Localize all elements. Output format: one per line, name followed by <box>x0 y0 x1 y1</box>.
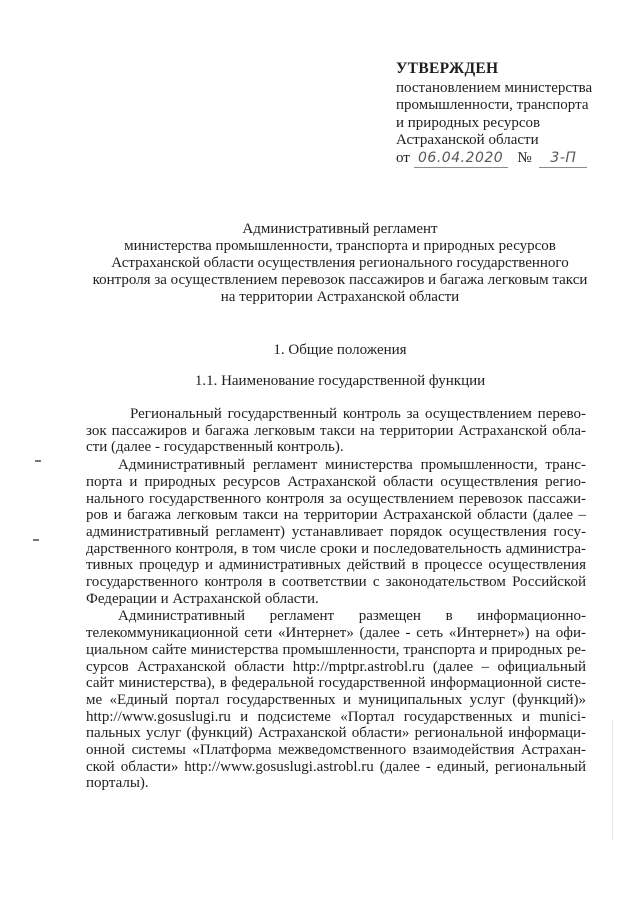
paragraph-line: сти (далее - государственный контроль). <box>86 439 344 456</box>
paragraph-line: телекоммуникационной сети «Интернет» (далее - сеть «Интернет») на офи- <box>86 625 586 642</box>
paragraph-line: Административный регламент министерства промышленности, транс- <box>118 457 586 474</box>
paragraph-line: Региональный государственный контроль за осуществлением перево- <box>130 406 586 422</box>
paragraph-line: Административный регламент размещен в информационно- <box>118 608 586 625</box>
title-line: Астраханской области осуществления регионального государственного <box>111 255 569 271</box>
approval-block <box>396 60 616 168</box>
paragraph-line: Федерации и Астраханской области. <box>86 590 319 607</box>
approval-line: постановлением министерства <box>396 79 593 96</box>
scan-edge-shadow <box>612 720 613 840</box>
paragraph-line: административный регламент) устанавливает порядок осуществления госу- <box>86 523 586 540</box>
paragraph-line: сайт министерства), в федеральной государственной информационной систе- <box>86 675 586 692</box>
paragraph-line: ской области» http://www.gosuslugi.astrobl.ru (далее - единый, региональный <box>86 758 586 775</box>
paragraph-line: порталы). <box>86 775 149 792</box>
approval-line: и природных ресурсов <box>396 114 541 131</box>
paragraph-line: зок пассажиров и багажа легковым такси на территории Астраханской обла- <box>86 422 586 439</box>
document-title <box>60 221 620 306</box>
handwritten-date: 06.04.2020 <box>414 150 508 169</box>
paragraph-line: циальном сайте министерства промышленности, транспорта и природных ре- <box>86 641 586 658</box>
title-line: на территории Астраханской области <box>220 289 460 305</box>
title-line: контроля за осуществлением перевозок пассажиров и багажа легковым такси <box>92 272 588 288</box>
paragraph-line: дарственного контроля, в том числе сроки и последовательность администра- <box>86 540 586 557</box>
paragraph-line: ров и багажа легковым такси на территории Астраханской области (далее – <box>86 507 586 524</box>
number-prefix: № <box>517 149 532 166</box>
approval-line: промышленности, транспорта <box>396 97 589 113</box>
paragraph-line: порта и природных ресурсов Астраханской области осуществления регио- <box>86 473 586 490</box>
paragraph-line: государственного контроля в соответствии с законодательством Российской <box>86 574 586 591</box>
paragraph-line: тивных процедур и административных действий в процессе осуществления <box>86 557 586 574</box>
approval-date-number-line <box>396 150 616 169</box>
approval-line: Астраханской области <box>396 132 539 148</box>
scan-mark <box>35 460 41 462</box>
section-heading-1: 1. Общие положения <box>273 342 407 358</box>
title-line: Административный регламент <box>242 221 438 237</box>
paragraph-line: нального государственного контроля за осуществлением перевозок пассажи- <box>86 490 586 507</box>
handwritten-number: 3-П <box>539 150 587 169</box>
paragraph-line: сурсов Астраханской области http://mptpr.astrobl.ru (далее – официальный <box>86 658 586 675</box>
paragraph-line: http://www.gosuslugi.ru и подсистеме «Портал государственных и munici- <box>86 708 586 725</box>
approval-heading: УТВЕРЖДЕН <box>396 60 499 77</box>
document-body <box>86 406 586 792</box>
paragraph-line: пальных услуг (функций) Астраханской области» региональной информаци- <box>86 725 586 742</box>
scan-mark <box>33 539 39 541</box>
paragraph-line: ме «Единый портал государственных и муниципальных услуг (функций)» <box>86 691 586 708</box>
title-line: министерства промышленности, транспорта и природных ресурсов <box>124 238 556 254</box>
date-prefix: от <box>396 149 410 166</box>
section-heading-1-1: 1.1. Наименование государственной функции <box>194 373 486 389</box>
paragraph-line: онной системы «Платформа межведомственного взаимодействия Астрахан- <box>86 742 586 759</box>
